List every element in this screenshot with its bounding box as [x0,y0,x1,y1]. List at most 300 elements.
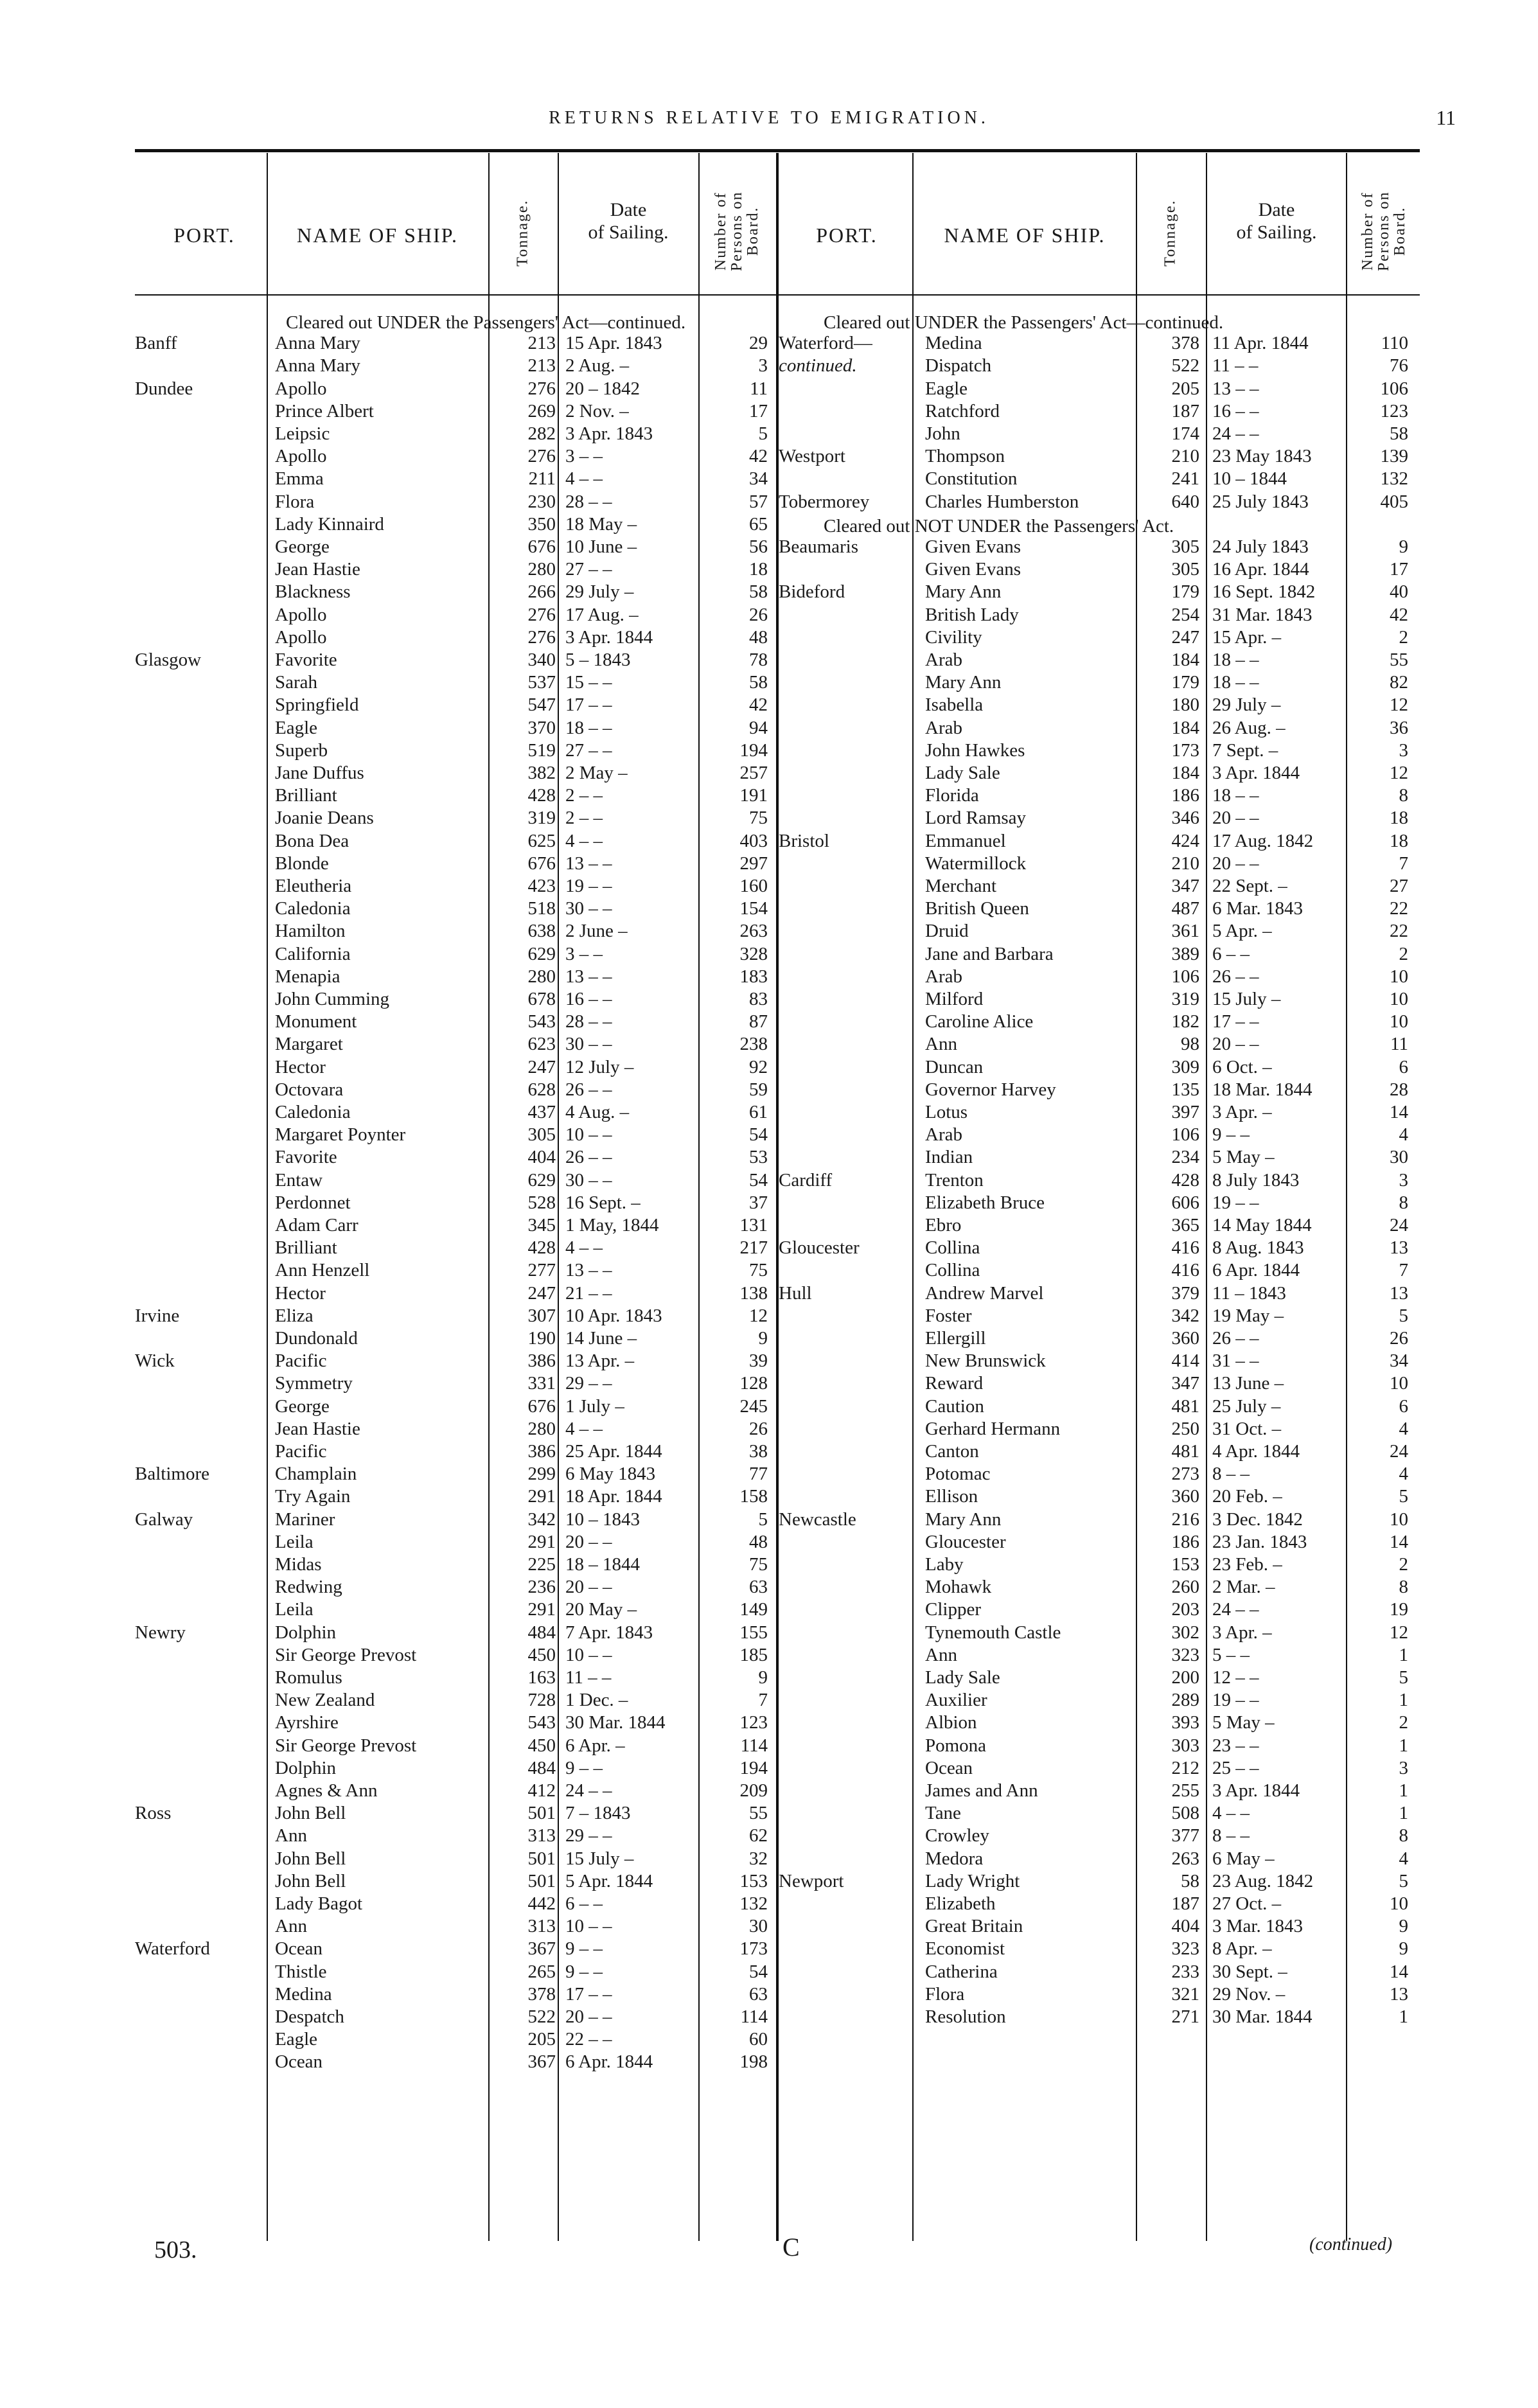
sailing-date: 27 – – [565,559,612,580]
tonnage-value: 305 [1171,559,1199,580]
ship-name: Sir George Prevost [275,1645,417,1665]
ship-name: Champlain [275,1464,357,1484]
persons-count: 76 [1390,355,1408,376]
sailing-date: 16 – – [565,989,612,1009]
port-header: PORT. [816,224,878,247]
sailing-date: 23 Feb. – [1212,1554,1282,1575]
ship-name: Monument [275,1011,357,1032]
table-row [779,1780,1415,1802]
persons-count: 10 [1390,966,1408,987]
sailing-date: 19 – – [565,876,612,896]
sailing-date: 2 June – [565,921,628,941]
ship-name: Mohawk [925,1577,992,1597]
table-row [779,536,1415,558]
table-row [135,1870,771,1893]
ship-name: Indian [925,1147,973,1167]
persons-count: 28 [1390,1079,1408,1100]
table-row [135,491,771,513]
ship-name: Ann Henzell [275,1260,370,1280]
tonnage-value: 345 [527,1215,556,1235]
sailing-date: 4 – – [565,831,603,851]
tonnage-value: 153 [1171,1554,1199,1575]
sailing-date: 10 – 1844 [1212,468,1287,489]
persons-count: 10 [1390,1509,1408,1530]
persons-count: 138 [739,1283,768,1304]
ship-name: Hector [275,1283,326,1304]
persons-count: 5 [1399,1486,1408,1507]
ship-name: Eleutheria [275,876,352,896]
tonnage-value: 250 [1171,1419,1199,1439]
table-row [135,649,771,671]
table-row [779,332,1415,355]
sailing-date: 20 – – [1212,808,1259,828]
tonnage-value: 186 [1171,1532,1199,1552]
persons-count: 77 [749,1464,768,1484]
sailing-date: 25 July – [1212,1396,1281,1417]
port-name: Waterford— [779,333,872,353]
tonnage-value: 414 [1171,1350,1199,1371]
tonnage-value: 180 [1171,695,1199,715]
sailing-date: 31 Mar. 1843 [1212,605,1313,625]
table-row [779,1802,1415,1825]
ship-name: Mary Ann [925,1509,1002,1530]
sailing-date: 6 May – [1212,1848,1275,1869]
tonnage-value: 606 [1171,1192,1199,1213]
ship-name: James and Ann [925,1780,1038,1801]
persons-count: 128 [739,1373,768,1394]
persons-count: 26 [749,1419,768,1439]
table-row [135,1124,771,1146]
persons-count: 10 [1390,989,1408,1009]
persons-count: 5 [1399,1871,1408,1891]
table-row [779,943,1415,966]
table-row [779,920,1415,943]
tonnage-value: 397 [1171,1102,1199,1122]
ship-name: Emmanuel [925,831,1006,851]
ship-name: Ellergill [925,1328,986,1349]
tonnage-value: 234 [1171,1147,1199,1167]
tonnage-value: 361 [1171,921,1199,941]
persons-count: 22 [1390,921,1408,941]
ship-name: Catherina [925,1961,998,1982]
ship-name: Emma [275,468,324,489]
table-row [135,1780,771,1802]
sailing-date: 8 Aug. 1843 [1212,1237,1304,1258]
sailing-date: 10 – – [565,1124,612,1145]
sailing-date: 30 Mar. 1844 [1212,2006,1313,2027]
persons-count: 8 [1399,1192,1408,1213]
ship-name: Potomac [925,1464,991,1484]
ship-name: Merchant [925,876,997,896]
port-name: Westport [779,446,845,466]
ship-name: Eliza [275,1306,314,1326]
sailing-date: 13 – – [565,966,612,987]
persons-count: 48 [749,627,768,648]
persons-count: 3 [1399,740,1408,761]
sailing-date: 4 Apr. 1844 [1212,1441,1300,1462]
persons-count: 257 [739,763,768,783]
sailing-date: 26 Aug. – [1212,718,1286,738]
table-row [135,807,771,829]
table-row [779,1825,1415,1847]
ship-name: Resolution [925,2006,1006,2027]
tonnage-value: 416 [1171,1237,1199,1258]
sailing-date: 5 Apr. – [1212,921,1272,941]
table-row [779,1169,1415,1192]
persons-count: 238 [739,1034,768,1054]
ship-name: Favorite [275,1147,337,1167]
tonnage-value: 347 [1171,1373,1199,1394]
table-row [135,1598,771,1621]
sailing-date: 9 – – [1212,1124,1250,1145]
persons-count: 42 [749,695,768,715]
running-title: RETURNS RELATIVE TO EMIGRATION. [549,108,989,128]
persons-count: 38 [749,1441,768,1462]
table-row [135,1983,771,2006]
tonnage-value: 307 [527,1306,556,1326]
ship-name: Jean Hastie [275,559,360,580]
table-row [779,558,1415,581]
table-row [779,1915,1415,1938]
ship-name: Mary Ann [925,581,1002,602]
ship-name: Caroline Alice [925,1011,1034,1032]
tonnage-value: 428 [527,1237,556,1258]
table-row [779,1146,1415,1169]
ship-name: Pacific [275,1350,327,1371]
persons-count: 9 [1399,536,1408,557]
ship-name: Perdonnet [275,1192,351,1213]
table-row [135,1735,771,1757]
table-row [135,1056,771,1079]
ship-name: Bona Dea [275,831,349,851]
tonnage-value: 179 [1171,581,1199,602]
ship-name: Leila [275,1599,314,1620]
ship-name: Collina [925,1260,980,1280]
persons-count: 149 [739,1599,768,1620]
persons-count: 13 [1390,1984,1408,2005]
tonnage-value: 487 [1171,898,1199,919]
table-row [135,355,771,377]
sailing-date: 17 – – [1212,1011,1259,1032]
ship-name: Entaw [275,1170,323,1191]
tonnage-value: 319 [527,808,556,828]
sailing-date: 3 – – [565,944,603,964]
ship-name: Caledonia [275,898,351,919]
ship-name: Try Again [275,1486,351,1507]
ship-name: Midas [275,1554,322,1575]
sailing-date: 6 Mar. 1843 [1212,898,1303,919]
persons-count: 65 [749,514,768,535]
tonnage-value: 163 [527,1667,556,1688]
persons-count: 34 [749,468,768,489]
persons-count: 18 [1390,831,1408,851]
persons-count: 54 [749,1170,768,1191]
tonnage-value: 313 [527,1916,556,1936]
persons-count: 62 [749,1825,768,1846]
sailing-date: 6 May 1843 [565,1464,656,1484]
table-row [779,1893,1415,1915]
persons-count: 217 [739,1237,768,1258]
tonnage-value: 484 [527,1758,556,1778]
sailing-date: 9 – – [565,1758,603,1778]
ship-name: Sir George Prevost [275,1735,417,1756]
tonnage-value: 528 [527,1192,556,1213]
sailing-date: 26 – – [1212,1328,1259,1349]
table-row [779,1033,1415,1056]
ship-name: Ayrshire [275,1712,339,1733]
tonnage-value: 187 [1171,1893,1199,1914]
ship-name: Arab [925,650,962,670]
table-row [135,1938,771,1960]
sailing-date: 14 May 1844 [1212,1215,1312,1235]
ship-name: Romulus [275,1667,342,1688]
persons-count: 18 [1390,808,1408,828]
persons-count: 58 [749,672,768,693]
persons-count: 55 [1390,650,1408,670]
persons-count: 59 [749,1079,768,1100]
ship-name: John Bell [275,1803,346,1823]
sailing-date: 2 Aug. – [565,355,630,376]
table-row [779,717,1415,739]
sailing-date: 20 – – [565,1532,612,1552]
persons-count: 92 [749,1057,768,1077]
tonnage-value: 247 [527,1283,556,1304]
sailing-date: 10 – 1843 [565,1509,640,1530]
ship-name: Eagle [275,2029,318,2049]
table-row [779,762,1415,784]
tonnage-value: 179 [1171,672,1199,693]
ship-name: Anna Mary [275,355,360,376]
tonnage-value: 187 [1171,401,1199,421]
sailing-date: 10 June – [565,536,637,557]
persons-count: 7 [1399,1260,1408,1280]
table-row [779,784,1415,807]
table-row [135,920,771,943]
table-row [135,1146,771,1169]
tonnage-value: 676 [527,1396,556,1417]
sailing-date: 2 – – [565,785,603,806]
sailing-date: 12 – – [1212,1667,1259,1688]
tonnage-value: 450 [527,1735,556,1756]
sailing-date: 15 Apr. – [1212,627,1282,648]
persons-count: 63 [749,1984,768,2005]
table-row [135,1485,771,1508]
table-row [135,1463,771,1485]
sailing-date: 13 Apr. – [565,1350,635,1371]
tonnage-value: 629 [527,1170,556,1191]
ship-name: Arab [925,1124,962,1145]
persons-count: 191 [739,785,768,806]
sailing-date: 5 Apr. 1844 [565,1871,653,1891]
table-row [779,1440,1415,1463]
table-row [135,1531,771,1554]
sailing-date: 8 – – [1212,1825,1250,1846]
tonnage-value: 212 [1171,1758,1199,1778]
sailing-date: 21 – – [565,1283,612,1304]
ship-name: Jane Duffus [275,763,364,783]
ship-name: Jean Hastie [275,1419,360,1439]
sailing-date: 23 Jan. 1843 [1212,1532,1307,1552]
ship-name: Jane and Barbara [925,944,1054,964]
sailing-date: 29 July – [1212,695,1281,715]
tonnage-value: 360 [1171,1486,1199,1507]
tonnage-value: 442 [527,1893,556,1914]
sailing-date: 6 Apr. 1844 [1212,1260,1300,1280]
persons-count: 123 [1380,401,1408,421]
table-row [779,1282,1415,1305]
persons-count: 53 [749,1147,768,1167]
ship-name: Gloucester [925,1532,1006,1552]
section-heading: Cleared out UNDER the Passengers' Act—continued. [824,312,1224,333]
sailing-date: 26 – – [565,1079,612,1100]
sailing-date: 30 – – [565,1170,612,1191]
ship-name: Lady Kinnaird [275,514,384,535]
table-row [779,1124,1415,1146]
tonnage-value: 230 [527,491,556,512]
port-name: Galway [135,1509,193,1530]
ship-name: Medina [925,333,982,353]
port-name: Beaumaris [779,536,859,557]
persons-count: 263 [739,921,768,941]
persons-count: 8 [1399,1825,1408,1846]
ship-name: Albion [925,1712,977,1733]
ship-name: Joanie Deans [275,808,374,828]
persons-count: 26 [749,605,768,625]
tonnage-value: 501 [527,1803,556,1823]
tonnage-header: Tonnage. [514,199,531,267]
persons-count: 158 [739,1486,768,1507]
ship-name: Arab [925,718,962,738]
tonnage-value: 233 [1171,1961,1199,1982]
persons-count: 18 [749,559,768,580]
port-name: continued. [779,355,857,376]
ship-name: Blackness [275,581,351,602]
table-row [779,898,1415,920]
tonnage-value: 623 [527,1034,556,1054]
table-row [135,966,771,988]
tonnage-value: 543 [527,1712,556,1733]
table-row [779,649,1415,671]
ship-name: Blonde [275,853,329,874]
tonnage-value: 289 [1171,1690,1199,1710]
sailing-date: 11 – 1843 [1212,1283,1286,1304]
table-row [779,423,1415,445]
persons-count: 2 [1399,627,1408,648]
tonnage-value: 200 [1171,1667,1199,1688]
tonnage-value: 205 [1171,378,1199,399]
persons-count: 2 [1399,944,1408,964]
persons-count: 9 [1399,1938,1408,1959]
tonnage-value: 276 [527,446,556,466]
ship-name: John [925,423,960,444]
persons-count: 26 [1390,1328,1408,1349]
ship-name: Mariner [275,1509,335,1530]
tonnage-value: 210 [1171,853,1199,874]
tonnage-value: 522 [527,2006,556,2027]
ship-name: Dolphin [275,1758,337,1778]
persons-count: 2 [1399,1554,1408,1575]
tonnage-value: 340 [527,650,556,670]
table-row [779,2006,1415,2028]
date-header: Date of Sailing. [1236,199,1317,243]
sailing-date: 29 Nov. – [1212,1984,1286,2005]
persons-count: 3 [1399,1758,1408,1778]
persons-count: 405 [1380,491,1408,512]
tonnage-value: 378 [527,1984,556,2005]
table-row [779,1531,1415,1554]
ship-name: Agnes & Ann [275,1780,378,1801]
persons-count: 60 [749,2029,768,2049]
tonnage-value: 291 [527,1599,556,1620]
sailing-date: 3 Apr. – [1212,1622,1272,1643]
table-row [779,1395,1415,1418]
table-row [135,1712,771,1734]
ship-name: Given Evans [925,559,1021,580]
persons-count: 185 [739,1645,768,1665]
sailing-date: 5 May – [1212,1147,1275,1167]
persons-count: 75 [749,1554,768,1575]
ship-name: Lord Ramsay [925,808,1027,828]
tonnage-value: 305 [1171,536,1199,557]
ship-name: Adam Carr [275,1215,358,1235]
table-row [779,1463,1415,1485]
ship-name: Given Evans [925,536,1021,557]
tonnage-value: 303 [1171,1735,1199,1756]
tonnage-value: 331 [527,1373,556,1394]
sailing-date: 24 – – [565,1780,612,1801]
persons-count: 123 [739,1712,768,1733]
ship-header: NAME OF SHIP. [297,224,458,247]
table-row [779,875,1415,898]
table-row [779,1938,1415,1960]
sailing-date: 6 Apr. 1844 [565,2051,653,2072]
tonnage-value: 481 [1171,1441,1199,1462]
table-row [779,1192,1415,1214]
tonnage-value: 236 [527,1577,556,1597]
tonnage-value: 370 [527,718,556,738]
ship-name: Symmetry [275,1373,353,1394]
tonnage-value: 282 [527,423,556,444]
sailing-date: 16 – – [1212,401,1259,421]
persons-count: 75 [749,808,768,828]
tonnage-value: 412 [527,1780,556,1801]
sailing-date: 1 July – [565,1396,624,1417]
persons-count: 78 [749,650,768,670]
table-row [779,1848,1415,1870]
table-row [135,2028,771,2051]
sailing-date: 30 Mar. 1844 [565,1712,666,1733]
tonnage-value: 190 [527,1328,556,1349]
sailing-date: 20 – – [565,1577,612,1597]
persons-count: 2 [1399,1712,1408,1733]
persons-count: 5 [758,423,768,444]
sailing-date: 20 – – [1212,1034,1259,1054]
sailing-date: 13 – – [565,853,612,874]
port-name: Glasgow [135,650,202,670]
tonnage-value: 378 [1171,333,1199,353]
persons-count: 58 [749,581,768,602]
tonnage-value: 276 [527,605,556,625]
port-name: Bristol [779,831,829,851]
persons-count: 30 [749,1916,768,1936]
ship-name: Ellison [925,1486,978,1507]
table-row [135,1509,771,1531]
sailing-date: 18 May – [565,514,637,535]
ship-name: Druid [925,921,969,941]
table-row [135,1214,771,1237]
persons-count: 3 [1399,1170,1408,1191]
table-row [779,491,1415,513]
